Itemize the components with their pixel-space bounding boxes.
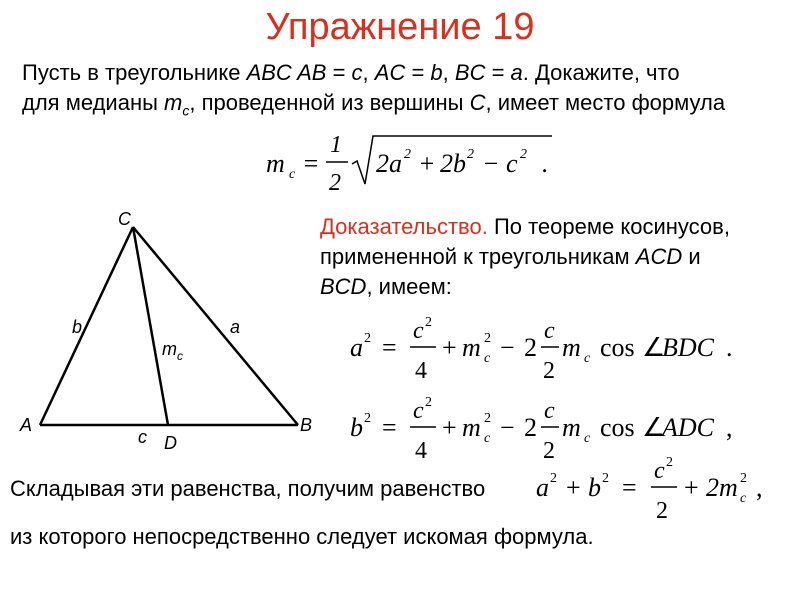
eq1-plus: +	[442, 333, 457, 362]
eq2-plus: +	[442, 413, 457, 442]
statement-text: для медианы	[22, 90, 165, 115]
eq2-m-sub: c	[484, 431, 491, 446]
side-b-label: b	[72, 317, 83, 337]
statement-var: ABC AB	[246, 60, 327, 85]
formula-num: 1	[330, 132, 342, 158]
eq1-m2-sub: c	[584, 351, 591, 366]
statement-text: . Докажите, что	[522, 60, 680, 85]
formula-eq: =	[302, 149, 320, 178]
radicand-b: 2b	[440, 149, 466, 178]
proof-text-part: и	[682, 244, 701, 269]
statement-text: =	[326, 60, 352, 85]
eq3-eq: =	[622, 473, 637, 502]
formula-lhs-sub: c	[289, 167, 296, 182]
proof-text-part: , имеем:	[366, 274, 452, 299]
eq1-end: .	[726, 333, 733, 362]
eq2-end: ,	[726, 413, 733, 442]
radicand-c: c	[506, 149, 518, 178]
statement-var-sub: c	[182, 102, 190, 119]
side-a-label: a	[230, 317, 241, 337]
median-label: m	[162, 339, 177, 359]
conclusion-line-2: из которого непосредственно следует искомая формула.	[10, 524, 594, 549]
eq2-cos: cos	[600, 413, 635, 442]
eq1-eq: =	[382, 333, 397, 362]
eq3-a: a	[536, 473, 549, 502]
side-a-line	[133, 227, 298, 425]
statement-var: b	[430, 60, 443, 85]
statement-var: C	[469, 90, 486, 115]
eq1-f1-num-exp: 2	[425, 315, 432, 330]
conclusion-line-1: Складывая эти равенства, получим равенство	[10, 476, 486, 501]
statement-text: , проведенной из вершины	[189, 90, 470, 115]
vertex-a-label: A	[20, 415, 33, 435]
eq1-lhs-exp: 2	[364, 331, 371, 346]
eq2-angle-name: ADC	[662, 413, 714, 442]
eq1-cos: cos	[600, 333, 635, 362]
eq2-two: 2	[524, 413, 537, 442]
formula-end: .	[542, 149, 549, 178]
eq2-m-exp: 2	[484, 411, 491, 426]
statement-text: =	[485, 60, 511, 85]
eq2-m2-sub: c	[584, 431, 591, 446]
eq2-f1-num-exp: 2	[425, 395, 432, 410]
eq3-plus2: +	[684, 473, 699, 502]
angle-icon: ∠	[642, 413, 666, 442]
vertex-d-label: D	[164, 433, 177, 453]
eq3-num: c	[654, 458, 665, 484]
triangle-figure	[10, 205, 320, 460]
statement-text: ,	[442, 60, 455, 85]
statement-var: AC	[374, 60, 406, 85]
formula-den: 2	[329, 170, 341, 196]
eq1-lhs: a	[350, 333, 363, 362]
radicand-a-exp: 2	[404, 147, 411, 162]
statement-text: ,	[362, 60, 375, 85]
radicand-a: 2a	[376, 149, 402, 178]
eq1-f1-den: 4	[415, 358, 427, 384]
eq3-plus: +	[566, 473, 581, 502]
radicand-plus: +	[418, 149, 436, 178]
eq1-minus: −	[500, 333, 515, 362]
eq2-minus: −	[500, 413, 515, 442]
page-title: Упражнение 19	[265, 6, 535, 48]
eq3-m-exp: 2	[740, 471, 747, 486]
median-line	[133, 227, 168, 425]
triangle-acd: ACD	[635, 244, 683, 269]
radicand-b-exp: 2	[467, 147, 474, 162]
eq3-num-exp: 2	[666, 455, 673, 470]
eq2-m: m	[462, 413, 481, 442]
proof-text-part: По теореме косинусов,	[487, 214, 730, 239]
eq1-m: m	[462, 333, 481, 362]
eq2-m2: m	[562, 413, 581, 442]
eq1-f1-num: c	[413, 318, 424, 344]
formula-lhs: m	[266, 149, 285, 178]
proof-heading: Доказательство.	[320, 214, 488, 239]
statement-text: , имеет место формула	[485, 90, 726, 115]
statement-var: a	[510, 60, 523, 85]
median-formula	[262, 128, 562, 200]
statement-var: BC	[454, 60, 486, 85]
eq1-f2-num: c	[544, 318, 555, 344]
eq3-m-sub: c	[740, 491, 747, 506]
eq1-angle-name: BDC	[662, 333, 714, 362]
eq3-b: b	[588, 473, 601, 502]
proof-text-part: примененной к треугольникам	[320, 244, 636, 269]
vertex-b-label: B	[300, 415, 313, 435]
equation-a-squared	[348, 312, 748, 388]
eq2-eq: =	[382, 413, 397, 442]
side-b-line	[40, 227, 133, 425]
eq1-m-exp: 2	[484, 331, 491, 346]
eq1-two: 2	[524, 333, 537, 362]
eq3-b-exp: 2	[602, 471, 609, 486]
statement-var: c	[351, 60, 363, 85]
median-label-sub: c	[177, 349, 183, 363]
side-c-label: c	[138, 427, 147, 447]
eq2-f1-den: 4	[415, 438, 427, 464]
proof-text	[320, 212, 790, 302]
statement-var: m	[164, 90, 183, 115]
radicand-minus: −	[482, 149, 500, 178]
triangle-bcd: BCD	[320, 274, 367, 299]
eq1-m-sub: c	[484, 351, 491, 366]
eq1-m2: m	[562, 333, 581, 362]
eq2-lhs: b	[350, 413, 363, 442]
equation-sum	[534, 448, 784, 528]
angle-icon: ∠	[642, 333, 666, 362]
eq2-f2-den: 2	[543, 438, 555, 464]
eq3-a-exp: 2	[550, 471, 557, 486]
eq2-f2-num: c	[544, 398, 555, 424]
eq3-den: 2	[656, 498, 668, 524]
eq3-end: ,	[756, 473, 763, 502]
statement-text: =	[405, 60, 431, 85]
statement-text: Пусть в треугольнике	[22, 60, 247, 85]
eq2-lhs-exp: 2	[364, 411, 371, 426]
radicand-c-exp: 2	[520, 147, 527, 162]
eq2-f1-num: c	[413, 398, 424, 424]
vertex-c-label: C	[118, 209, 131, 229]
problem-statement	[22, 58, 792, 125]
eq1-f2-den: 2	[543, 358, 555, 384]
eq3-two-m: 2m	[706, 473, 738, 502]
